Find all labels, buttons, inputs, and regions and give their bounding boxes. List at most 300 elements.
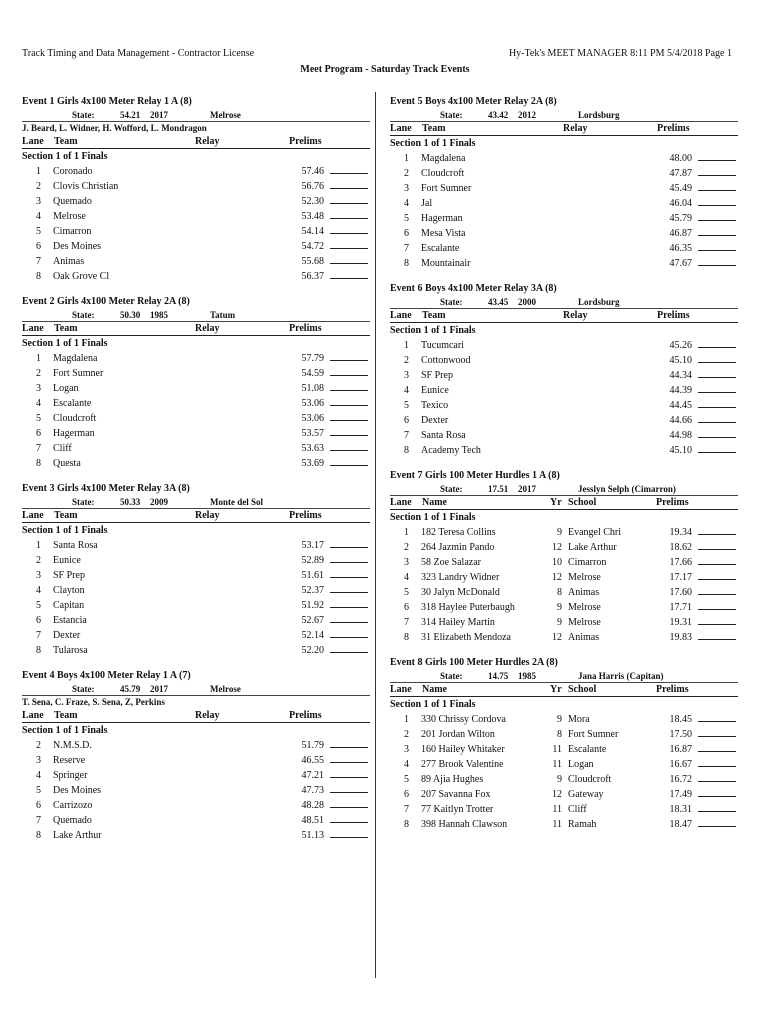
- seed-time: 48.00: [669, 153, 692, 164]
- seed-time: 45.49: [669, 183, 692, 194]
- result-blank: [330, 598, 368, 608]
- table-row: [22, 164, 370, 179]
- lane-number: 2: [404, 542, 409, 553]
- table-row: [22, 426, 370, 441]
- athlete-school: Animas: [568, 587, 600, 598]
- table-row: [22, 351, 370, 366]
- athlete-name: 330 Chrissy Cordova: [421, 714, 506, 725]
- lane-number: 4: [404, 572, 409, 583]
- record-holder: Melrose: [210, 684, 241, 694]
- athlete-name: 160 Hailey Whitaker: [421, 744, 505, 755]
- header-relay: Relay: [563, 123, 588, 134]
- header-lane: Lane: [22, 510, 44, 521]
- lane-number: 3: [404, 183, 409, 194]
- event-block: [22, 95, 370, 284]
- seed-time: 47.21: [301, 770, 324, 781]
- table-row: [390, 413, 738, 428]
- record-time: 14.75: [488, 671, 509, 681]
- seed-time: 44.98: [669, 430, 692, 441]
- result-blank: [698, 802, 736, 812]
- table-row: [22, 828, 370, 843]
- seed-time: 46.55: [301, 755, 324, 766]
- seed-time: 45.10: [669, 355, 692, 366]
- result-blank: [698, 615, 736, 625]
- record-label: State:: [72, 497, 95, 507]
- athlete-school: Evangel Chri: [568, 527, 622, 538]
- table-row: [22, 813, 370, 828]
- table-row: [390, 353, 738, 368]
- athlete-year: 12: [552, 789, 562, 800]
- result-blank: [698, 585, 736, 595]
- athlete-name: 318 Haylee Puterbaugh: [421, 602, 515, 613]
- result-blank: [698, 413, 736, 423]
- seed-time: 51.08: [301, 383, 324, 394]
- table-row: [22, 441, 370, 456]
- seed-time: 47.87: [669, 168, 692, 179]
- result-blank: [330, 628, 368, 638]
- result-blank: [698, 817, 736, 827]
- table-row: [390, 757, 738, 772]
- table-row: [390, 525, 738, 540]
- seed-time: 19.31: [669, 617, 692, 628]
- result-blank: [698, 241, 736, 251]
- header-lane: Lane: [390, 684, 412, 695]
- table-row: [22, 738, 370, 753]
- team-name: Quemado: [53, 815, 92, 826]
- team-name: Escalante: [53, 398, 92, 409]
- column-headers: [22, 135, 370, 149]
- table-row: [390, 181, 738, 196]
- team-name: Lake Arthur: [53, 830, 102, 841]
- team-name: Santa Rosa: [421, 430, 466, 441]
- athlete-name: 398 Hannah Clawson: [421, 819, 508, 830]
- right-column: [390, 95, 738, 843]
- seed-time: 54.72: [301, 241, 324, 252]
- header-team: Team: [422, 123, 446, 134]
- team-name: Tucumcari: [421, 340, 464, 351]
- seed-time: 46.87: [669, 228, 692, 239]
- table-row: [22, 366, 370, 381]
- table-row: [390, 443, 738, 458]
- record-year: 1985: [518, 671, 536, 681]
- lane-number: 7: [404, 617, 409, 628]
- result-blank: [330, 239, 368, 249]
- result-blank: [698, 196, 736, 206]
- team-name: N.M.S.D.: [53, 740, 92, 751]
- table-row: [390, 383, 738, 398]
- athlete-year: 12: [552, 632, 562, 643]
- event-title: Event 6 Boys 4x100 Meter Relay 3A (8): [390, 283, 557, 294]
- table-row: [390, 802, 738, 817]
- header-team: Team: [54, 510, 78, 521]
- record-year: 2017: [518, 484, 536, 494]
- team-name: Capitan: [53, 600, 85, 611]
- seed-time: 44.66: [669, 415, 692, 426]
- seed-time: 51.92: [301, 600, 324, 611]
- athlete-year: 8: [557, 729, 562, 740]
- header-prelims: Prelims: [289, 510, 322, 521]
- athlete-school: Cloudcroft: [568, 774, 612, 785]
- athlete-school: Escalante: [568, 744, 607, 755]
- seed-time: 57.79: [301, 353, 324, 364]
- table-row: [22, 209, 370, 224]
- lane-number: 5: [404, 213, 409, 224]
- lane-number: 5: [36, 413, 41, 424]
- lane-number: 1: [36, 540, 41, 551]
- record-holder: Lordsburg: [578, 110, 620, 120]
- section-heading: Section 1 of 1 Finals: [390, 138, 476, 149]
- lane-number: 8: [404, 258, 409, 269]
- table-row: [22, 239, 370, 254]
- table-row: [22, 224, 370, 239]
- seed-time: 18.47: [669, 819, 692, 830]
- result-blank: [330, 366, 368, 376]
- table-row: [22, 194, 370, 209]
- seed-time: 52.89: [301, 555, 324, 566]
- seed-time: 46.04: [669, 198, 692, 209]
- table-row: [22, 613, 370, 628]
- lane-number: 1: [404, 527, 409, 538]
- header-team: Team: [54, 710, 78, 721]
- result-blank: [698, 166, 736, 176]
- lane-number: 3: [404, 557, 409, 568]
- team-name: Hagerman: [53, 428, 95, 439]
- result-blank: [330, 456, 368, 466]
- record-time: 50.33: [120, 497, 141, 507]
- lane-number: 7: [36, 630, 41, 641]
- seed-time: 16.87: [669, 744, 692, 755]
- athlete-year: 8: [557, 587, 562, 598]
- lane-number: 5: [36, 226, 41, 237]
- table-row: [22, 628, 370, 643]
- lane-number: 6: [36, 241, 41, 252]
- header-name: Name: [422, 684, 447, 695]
- section-heading: Section 1 of 1 Finals: [390, 325, 476, 336]
- record-holder: Melrose: [210, 110, 241, 120]
- seed-time: 54.14: [301, 226, 324, 237]
- lane-number: 3: [404, 370, 409, 381]
- record-time: 54.21: [120, 110, 141, 120]
- lane-number: 3: [36, 383, 41, 394]
- lane-number: 7: [36, 815, 41, 826]
- event-title: Event 3 Girls 4x100 Meter Relay 3A (8): [22, 483, 190, 494]
- result-blank: [330, 396, 368, 406]
- result-blank: [698, 353, 736, 363]
- seed-time: 53.17: [301, 540, 324, 551]
- team-name: Fort Sumner: [53, 368, 104, 379]
- seed-time: 19.34: [669, 527, 692, 538]
- header-relay: Relay: [195, 710, 220, 721]
- record-line: [390, 296, 738, 309]
- record-time: 17.51: [488, 484, 509, 494]
- column-headers: [22, 709, 370, 723]
- team-name: SF Prep: [53, 570, 85, 581]
- seed-time: 16.72: [669, 774, 692, 785]
- result-blank: [330, 426, 368, 436]
- record-holder: Jesslyn Selph (Cimarron): [578, 484, 676, 494]
- athlete-year: 9: [557, 774, 562, 785]
- record-year: 2017: [150, 684, 168, 694]
- record-line: [22, 109, 370, 122]
- seed-time: 48.51: [301, 815, 324, 826]
- lane-number: 1: [404, 340, 409, 351]
- team-name: Melrose: [53, 211, 86, 222]
- record-label: State:: [440, 297, 463, 307]
- lane-number: 1: [404, 714, 409, 725]
- result-blank: [330, 254, 368, 264]
- header-relay: Relay: [563, 310, 588, 321]
- seed-time: 17.17: [669, 572, 692, 583]
- lane-number: 4: [36, 585, 41, 596]
- result-blank: [698, 742, 736, 752]
- result-blank: [330, 224, 368, 234]
- lane-number: 8: [404, 819, 409, 830]
- team-name: Clovis Christian: [53, 181, 119, 192]
- lane-number: 6: [36, 615, 41, 626]
- header-prelims: Prelims: [657, 123, 690, 134]
- header-prelims: Prelims: [656, 684, 689, 695]
- section-heading: Section 1 of 1 Finals: [22, 725, 108, 736]
- lane-number: 8: [36, 830, 41, 841]
- result-blank: [698, 712, 736, 722]
- seed-time: 18.62: [669, 542, 692, 553]
- result-blank: [330, 351, 368, 361]
- record-line: [22, 309, 370, 322]
- lane-number: 8: [36, 645, 41, 656]
- result-blank: [330, 538, 368, 548]
- seed-time: 48.28: [301, 800, 324, 811]
- record-label: State:: [440, 484, 463, 494]
- lane-number: 5: [36, 785, 41, 796]
- seed-time: 51.61: [301, 570, 324, 581]
- team-name: Cliff: [53, 443, 72, 454]
- record-label: State:: [440, 110, 463, 120]
- lane-number: 8: [36, 458, 41, 469]
- seed-time: 45.26: [669, 340, 692, 351]
- seed-time: 52.67: [301, 615, 324, 626]
- seed-time: 55.68: [301, 256, 324, 267]
- result-blank: [698, 428, 736, 438]
- team-name: Animas: [53, 256, 85, 267]
- table-row: [22, 381, 370, 396]
- result-blank: [698, 727, 736, 737]
- athlete-school: Mora: [568, 714, 590, 725]
- result-blank: [698, 256, 736, 266]
- event-block: [390, 656, 738, 832]
- column-divider: [375, 92, 376, 978]
- header-relay: Relay: [195, 510, 220, 521]
- athlete-school: Melrose: [568, 602, 601, 613]
- result-blank: [330, 179, 368, 189]
- table-row: [390, 817, 738, 832]
- event-title: Event 5 Boys 4x100 Meter Relay 2A (8): [390, 96, 557, 107]
- result-blank: [330, 441, 368, 451]
- seed-time: 47.73: [301, 785, 324, 796]
- record-year: 2000: [518, 297, 536, 307]
- seed-time: 56.37: [301, 271, 324, 282]
- event-title: Event 7 Girls 100 Meter Hurdles 1 A (8): [390, 470, 560, 481]
- result-blank: [698, 226, 736, 236]
- header-prelims: Prelims: [289, 136, 322, 147]
- team-name: Cottonwood: [421, 355, 471, 366]
- result-blank: [698, 211, 736, 221]
- header-prelims: Prelims: [656, 497, 689, 508]
- record-time: 50.30: [120, 310, 141, 320]
- relay-names: T. Sena, C. Fraze, S. Sena, Z, Perkins: [22, 697, 165, 707]
- section-heading: Section 1 of 1 Finals: [22, 151, 108, 162]
- table-row: [22, 643, 370, 658]
- athlete-school: Gateway: [568, 789, 604, 800]
- header-meet-manager-info: Hy-Tek's MEET MANAGER 8:11 PM 5/4/2018 Page 1: [508, 48, 732, 59]
- athlete-name: 201 Jordan Wilton: [421, 729, 495, 740]
- seed-time: 53.06: [301, 413, 324, 424]
- header-yr: Yr: [550, 684, 562, 695]
- result-blank: [330, 783, 368, 793]
- athlete-year: 11: [552, 744, 562, 755]
- seed-time: 18.45: [669, 714, 692, 725]
- athlete-year: 12: [552, 542, 562, 553]
- team-name: Cloudcroft: [53, 413, 97, 424]
- table-row: [390, 428, 738, 443]
- lane-number: 6: [404, 602, 409, 613]
- team-name: Questa: [53, 458, 81, 469]
- team-name: Carrizozo: [53, 800, 93, 811]
- athlete-name: 277 Brook Valentine: [421, 759, 504, 770]
- lane-number: 1: [36, 353, 41, 364]
- table-row: [22, 753, 370, 768]
- header-lane: Lane: [22, 323, 44, 334]
- team-name: Quemado: [53, 196, 92, 207]
- event-block: [22, 669, 370, 843]
- team-name: Hagerman: [421, 213, 463, 224]
- header-school: School: [568, 684, 597, 695]
- result-blank: [698, 570, 736, 580]
- lane-number: 3: [36, 755, 41, 766]
- result-blank: [330, 194, 368, 204]
- result-blank: [698, 383, 736, 393]
- lane-number: 4: [404, 198, 409, 209]
- table-row: [22, 254, 370, 269]
- header-relay: Relay: [195, 323, 220, 334]
- event-title: Event 1 Girls 4x100 Meter Relay 1 A (8): [22, 96, 192, 107]
- record-label: State:: [72, 110, 95, 120]
- athlete-name: 89 Ajia Hughes: [421, 774, 484, 785]
- result-blank: [330, 768, 368, 778]
- seed-time: 44.45: [669, 400, 692, 411]
- seed-time: 52.30: [301, 196, 324, 207]
- result-blank: [698, 600, 736, 610]
- athlete-year: 12: [552, 572, 562, 583]
- team-name: Academy Tech: [421, 445, 481, 456]
- lane-number: 4: [36, 398, 41, 409]
- lane-number: 5: [404, 774, 409, 785]
- result-blank: [330, 164, 368, 174]
- table-row: [390, 368, 738, 383]
- column-headers: [22, 509, 370, 523]
- section-heading: Section 1 of 1 Finals: [390, 512, 476, 523]
- event-title: Event 2 Girls 4x100 Meter Relay 2A (8): [22, 296, 190, 307]
- seed-time: 17.49: [669, 789, 692, 800]
- seed-time: 47.67: [669, 258, 692, 269]
- team-name: Texico: [421, 400, 449, 411]
- section-heading: Section 1 of 1 Finals: [22, 525, 108, 536]
- result-blank: [698, 757, 736, 767]
- table-row: [390, 196, 738, 211]
- seed-time: 51.13: [301, 830, 324, 841]
- seed-time: 53.63: [301, 443, 324, 454]
- header-relay: Relay: [195, 136, 220, 147]
- seed-time: 45.10: [669, 445, 692, 456]
- athlete-school: Logan: [568, 759, 594, 770]
- result-blank: [698, 368, 736, 378]
- lane-number: 6: [404, 415, 409, 426]
- lane-number: 6: [404, 228, 409, 239]
- seed-time: 53.57: [301, 428, 324, 439]
- team-name: Clayton: [53, 585, 85, 596]
- team-name: Fort Sumner: [421, 183, 472, 194]
- athlete-year: 11: [552, 819, 562, 830]
- athlete-name: 58 Zoe Salazar: [421, 557, 481, 568]
- record-label: State:: [72, 684, 95, 694]
- athlete-year: 9: [557, 617, 562, 628]
- header-prelims: Prelims: [289, 710, 322, 721]
- seed-time: 53.69: [301, 458, 324, 469]
- lane-number: 7: [36, 256, 41, 267]
- table-row: [390, 630, 738, 645]
- seed-time: 51.79: [301, 740, 324, 751]
- table-row: [390, 585, 738, 600]
- table-row: [390, 338, 738, 353]
- team-name: Coronado: [53, 166, 93, 177]
- athlete-year: 10: [552, 557, 562, 568]
- result-blank: [330, 828, 368, 838]
- table-row: [390, 772, 738, 787]
- team-name: Cimarron: [53, 226, 92, 237]
- table-row: [22, 568, 370, 583]
- result-blank: [698, 151, 736, 161]
- athlete-name: 314 Hailey Martin: [421, 617, 495, 628]
- table-row: [390, 540, 738, 555]
- result-blank: [698, 630, 736, 640]
- lane-number: 4: [404, 385, 409, 396]
- header-prelims: Prelims: [657, 310, 690, 321]
- athlete-name: 264 Jazmin Pando: [421, 542, 495, 553]
- lane-number: 7: [404, 243, 409, 254]
- team-name: Escalante: [421, 243, 460, 254]
- result-blank: [330, 583, 368, 593]
- table-row: [390, 555, 738, 570]
- team-name: Eunice: [421, 385, 449, 396]
- table-row: [390, 615, 738, 630]
- result-blank: [698, 555, 736, 565]
- event-block: [22, 482, 370, 658]
- lane-number: 1: [404, 153, 409, 164]
- team-name: Des Moines: [53, 241, 102, 252]
- table-row: [22, 598, 370, 613]
- header-license: Track Timing and Data Management - Contractor License: [22, 48, 255, 59]
- table-row: [390, 226, 738, 241]
- record-year: 2012: [518, 110, 536, 120]
- athlete-school: Cimarron: [568, 557, 607, 568]
- seed-time: 18.31: [669, 804, 692, 815]
- record-line: [390, 109, 738, 122]
- section-heading: Section 1 of 1 Finals: [22, 338, 108, 349]
- seed-time: 17.50: [669, 729, 692, 740]
- lane-number: 2: [404, 729, 409, 740]
- table-row: [390, 166, 738, 181]
- record-holder: Lordsburg: [578, 297, 620, 307]
- result-blank: [330, 813, 368, 823]
